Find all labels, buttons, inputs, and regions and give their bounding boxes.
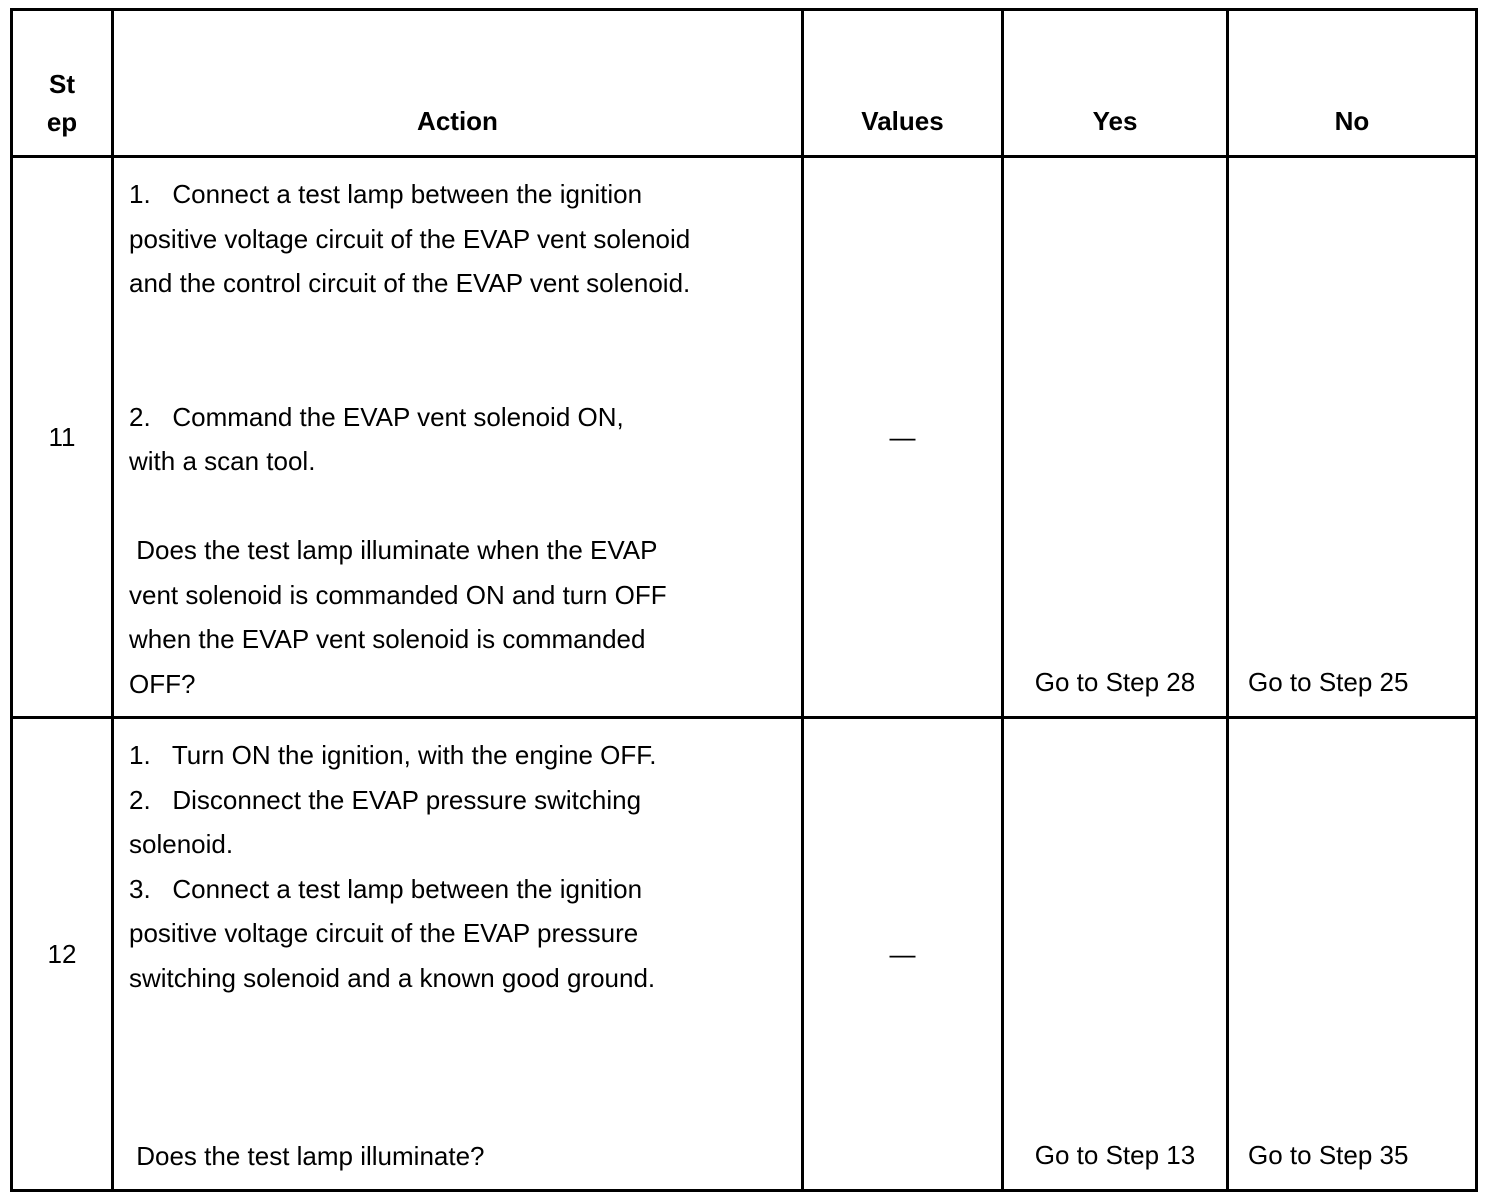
header-yes: Yes — [1003, 10, 1228, 157]
action-question: OFF? — [129, 668, 196, 699]
yes-link: Go to Step 13 — [1034, 1139, 1196, 1170]
action-cell — [113, 157, 803, 718]
no-link: Go to Step 35 — [1248, 1139, 1409, 1170]
diagnostic-table-container — [10, 8, 1475, 1189]
action-line: switching solenoid and a known good ground. — [129, 962, 656, 993]
header-step — [12, 10, 113, 157]
no-cell — [1228, 157, 1477, 718]
action-spacer — [129, 1089, 791, 1134]
header-no: No — [1228, 10, 1477, 157]
step-number: 11 — [12, 157, 113, 718]
action-line: 1. Connect a test lamp between the ignition — [129, 179, 643, 209]
action-line: solenoid. — [129, 829, 234, 859]
header-step-line-1: St — [49, 69, 75, 99]
action-line: with a scan tool. — [129, 446, 316, 476]
yes-cell — [1003, 157, 1228, 718]
action-spacer — [129, 1045, 791, 1090]
value-cell: — — [803, 718, 1003, 1191]
action-cell — [113, 718, 803, 1191]
yes-cell — [1003, 718, 1228, 1191]
table-header-row — [12, 10, 1477, 157]
action-spacer — [129, 306, 791, 351]
action-line: positive voltage circuit of the EVAP pressure — [129, 918, 639, 948]
action-spacer — [129, 1000, 791, 1045]
value-cell: — — [803, 157, 1003, 718]
action-question: Does the test lamp illuminate? — [129, 1140, 485, 1171]
action-line: 1. Turn ON the ignition, with the engine OFF. — [129, 740, 657, 770]
action-spacer — [129, 484, 791, 529]
action-question: when the EVAP vent solenoid is commanded — [129, 624, 646, 654]
action-line: 2. Disconnect the EVAP pressure switching — [129, 784, 642, 815]
action-line: and the control circuit of the EVAP vent solenoid. — [129, 268, 691, 298]
action-spacer — [129, 350, 791, 395]
action-line: 3. Connect a test lamp between the ignition — [129, 873, 643, 904]
table-row — [12, 718, 1477, 1191]
action-line: positive voltage circuit of the EVAP vent solenoid — [129, 223, 691, 254]
header-step-line-2: ep — [46, 107, 78, 137]
action-question: Does the test lamp illuminate when the EVAP — [129, 535, 658, 565]
yes-link: Go to Step 28 — [1034, 666, 1196, 697]
no-cell — [1228, 718, 1477, 1191]
header-action: Action — [113, 10, 803, 157]
no-link: Go to Step 25 — [1248, 666, 1409, 697]
action-question: vent solenoid is commanded ON and turn OFF — [129, 579, 667, 610]
diagnostic-steps-table — [10, 8, 1478, 1192]
header-values: Values — [803, 10, 1003, 157]
step-number: 12 — [12, 718, 113, 1191]
action-line: 2. Command the EVAP vent solenoid ON, — [129, 401, 624, 432]
table-row — [12, 157, 1477, 718]
